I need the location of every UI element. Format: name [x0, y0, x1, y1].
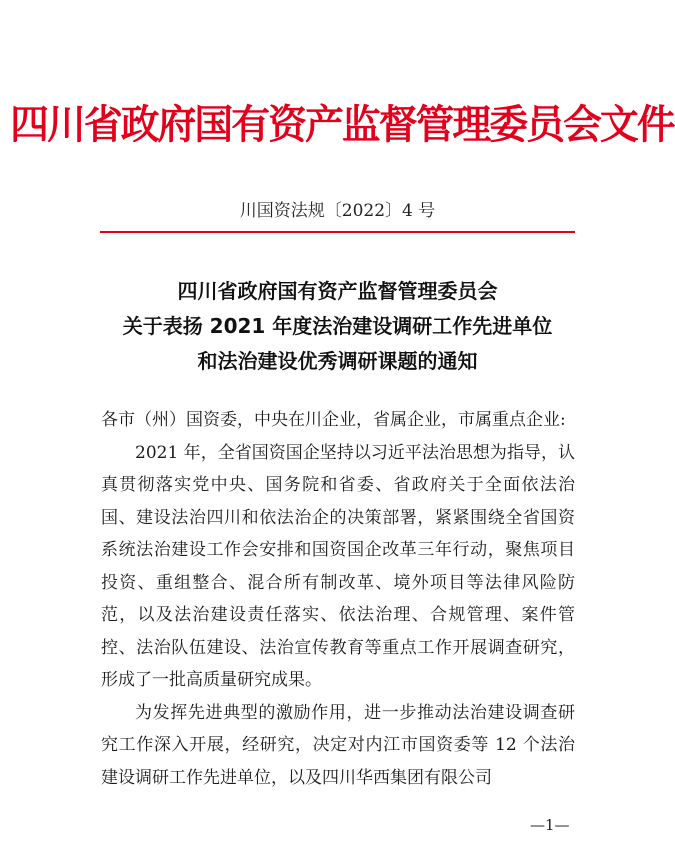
red-separator-line	[100, 231, 575, 233]
notice-title-line-3: 和法治建设优秀调研课题的通知	[197, 349, 478, 373]
document-number: 川国资法规〔2022〕4 号	[239, 201, 436, 221]
body-paragraph-1: 2021 年，全省国资国企坚持以习近平法治思想为指导，认真贯彻落实党中央、国务院和省委、省政府关于全面依法治国、建设法治四川和依法治企的决策部署，紧紧围绕全省国资系统法治建设工作会安排和国资国企改革三年行动，聚焦项目投资、重组整合、混合所有制改革、境外项目等法律风险防范，以及法治建设责任落实、依法治理、合规管理、案件管控、法治队伍建设、法治宣传教育等重点工作开展调查研究，形成了一批高质量研究成果。	[101, 442, 575, 690]
notice-title-line-2: 关于表扬 2021 年度法治建设调研工作先进单位	[122, 314, 553, 338]
body-paragraph-2: 为发挥先进典型的激励作用，进一步推动法治建设调查研究工作深入开展，经研究，决定对内江市国资委等 12 个法治建设调研工作先进单位，以及四川华西集团有限公司	[101, 702, 575, 788]
notice-body	[101, 404, 575, 794]
salutation: 各市（州）国资委，中央在川企业，省属企业，市属重点企业:	[101, 410, 566, 430]
notice-title	[0, 274, 675, 379]
page-number: —1—	[530, 816, 570, 834]
document-header-title: 四川省政府国有资产监督管理委员会文件	[10, 102, 674, 148]
notice-title-line-1: 四川省政府国有资产监督管理委员会	[177, 279, 498, 303]
